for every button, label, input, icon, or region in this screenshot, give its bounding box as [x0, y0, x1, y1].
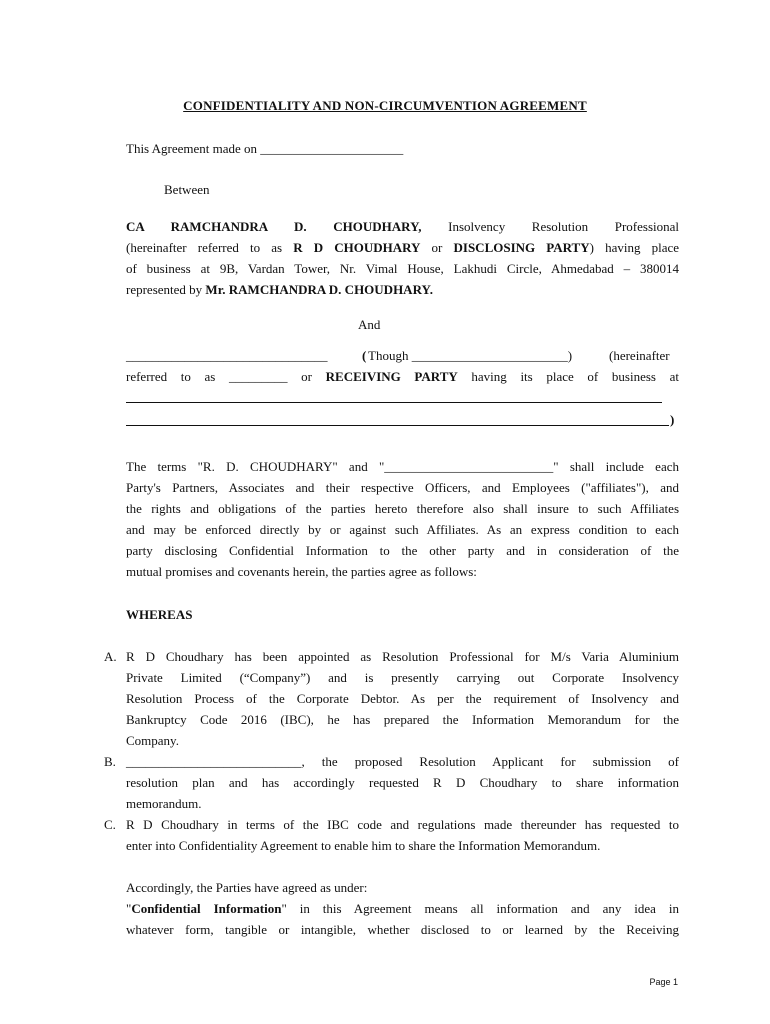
- accordingly-line: Accordingly, the Parties have agreed as under:: [126, 880, 368, 895]
- clause-b-line: memorandum.: [126, 796, 202, 811]
- clause-b-line: resolution plan and has accordingly requested R D Choudhary to share information: [126, 775, 679, 790]
- address-blank-line-1: [126, 402, 662, 403]
- terms-line: Party's Partners, Associates and their respective Officers, and Employees ("affiliates"), and: [126, 480, 679, 495]
- party1-name: CA RAMCHANDRA D. CHOUDHARY,: [126, 219, 422, 234]
- terms-line: the rights and obligations of the parties hereto therefore also shall insure to such Affiliates: [126, 501, 679, 516]
- terms-line: mutual promises and covenants herein, the parties agree as follows:: [126, 564, 477, 579]
- clause-a-line: Bankruptcy Code 2016 (IBC), he has prepared the Information Memorandum for the: [126, 712, 679, 727]
- clause-a-line: Company.: [126, 733, 179, 748]
- agreement-date-line: This Agreement made on ______________________: [126, 141, 404, 156]
- clause-c-marker: C.: [104, 817, 116, 832]
- clause-b-line: ___________________________, the proposed Resolution Applicant for submission of: [126, 754, 679, 769]
- clause-a-marker: A.: [104, 649, 117, 664]
- terms-line: and may be enforced directly by or against such Affiliates. As an express condition to each: [126, 522, 679, 537]
- clause-a-line: Private Limited (“Company”) and is presently carrying out Corporate Insolvency: [126, 670, 679, 685]
- clause-c-line: enter into Confidentiality Agreement to enable him to share the Information Memorandum.: [126, 838, 601, 853]
- clause-a-line: R D Choudhary has been appointed as Resolution Professional for M/s Varia Aluminium: [126, 649, 679, 664]
- party2-line-2: referred to as _________ or RECEIVING PARTY having its place of business at: [126, 369, 679, 384]
- address-blank-line-2: [126, 425, 669, 426]
- between-label: Between: [164, 182, 210, 197]
- party2-open-paren: (: [362, 348, 367, 363]
- whereas-heading: WHEREAS: [126, 607, 193, 622]
- party2-though: Though ________________________): [368, 348, 573, 363]
- document-title: CONFIDENTIALITY AND NON-CIRCUMVENTION AGREEMENT: [183, 98, 587, 113]
- page-number: Page 1: [649, 977, 678, 987]
- clause-a-line: Resolution Process of the Corporate Debtor. As per the requirement of Insolvency and: [126, 691, 679, 706]
- clause-b-marker: B.: [104, 754, 116, 769]
- clause-c-line: R D Choudhary in terms of the IBC code and regulations made thereunder has requested to: [126, 817, 679, 832]
- party2-close-paren: ): [670, 412, 675, 427]
- definition-line-2: whatever form, tangible or intangible, whether disclosed to or learned by the Receiving: [126, 922, 679, 937]
- and-label: And: [358, 317, 381, 332]
- terms-line: The terms "R. D. CHOUDHARY" and "__________________________" shall include each: [126, 459, 679, 474]
- party2-hereinafter: (hereinafter: [609, 348, 670, 363]
- definition-line-1: "Confidential Information" in this Agreement means all information and any idea in: [126, 901, 679, 916]
- party1-line-4: represented by Mr. RAMCHANDRA D. CHOUDHARY.: [126, 282, 433, 297]
- party1-line-1: CA RAMCHANDRA D. CHOUDHARY, Insolvency Resolution Professional: [126, 219, 680, 234]
- terms-line: party disclosing Confidential Information to the other party and in consideration of the: [126, 543, 679, 558]
- party2-name-blank: _______________________________: [126, 348, 328, 363]
- party1-line-2: (hereinafter referred to as R D CHOUDHARY or DISCLOSING PARTY) having place: [126, 240, 680, 255]
- party1-line-3: of business at 9B, Vardan Tower, Nr. Vimal House, Lakhudi Circle, Ahmedabad – 380014: [126, 261, 679, 276]
